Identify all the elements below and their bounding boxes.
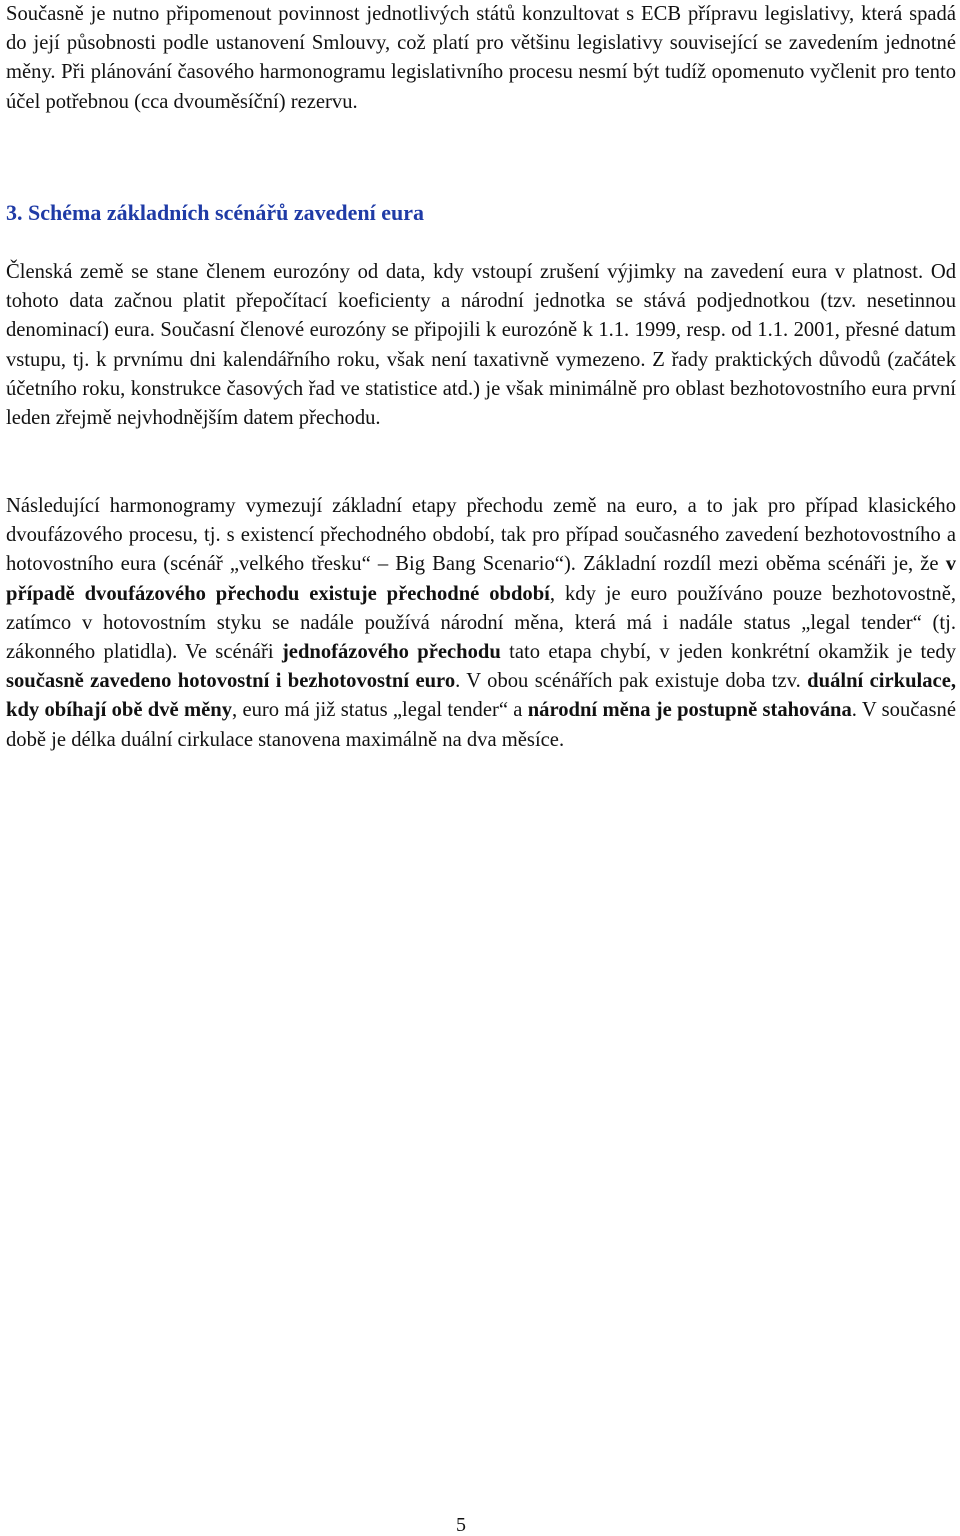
text-run: , euro má již status „legal tender“ a <box>232 699 528 722</box>
bold-text-run: národní měna je postupně stahována <box>527 699 852 722</box>
text-run: , kdy je euro používáno pouze bezhotovostně, zatímco v hotovostním styku se nadále používá národní měna, která má i nadále status „legal tender“ (tj. zákonného platidla). Ve scénáři <box>6 582 956 664</box>
membership-paragraph: Členská země se stane členem eurozóny od data, kdy vstoupí zrušení výjimky na zavedení eura v platnost. Od tohoto data začnou platit přepočítací koeficienty a národní jednotka se stává podjednotkou (tzv. nesetinnou denominací) eura. Současní členové eurozóny se připojili k eurozóně k 1.1. 1999, resp. od 1.1. 2001, přesné datum vstupu, tj. k prvnímu dni kalendářního roku, však není taxativně vymezeno. Z řady praktických důvodů (začátek účetního roku, konstrukce časových řad ve statistice atd.) je však minimálně pro oblast bezhotovostního eura první leden zřejmě nejvhodnějším datem přechodu. <box>6 261 956 430</box>
text-run: . V současné době je délka duální cirkulace stanovena maximálně na dva měsíce. <box>6 699 956 751</box>
intro-paragraph: Současně je nutno připomenout povinnost jednotlivých států konzultovat s ECB přípravu legislativy, která spadá do její působnosti podle ustanovení Smlouvy, což platí pro většinu legislativy související se zavedením jednotné měny. Při plánování časového harmonogramu legislativního procesu nesmí být tudíž opomenuto vyčlenit pro tento účel potřebnou (cca dvouměsíční) rezervu. <box>6 3 956 113</box>
bold-text-run: duální cirkulace, kdy obíhají obě dvě měny <box>6 670 956 722</box>
bold-text-run: jednofázového přechodu <box>281 641 501 664</box>
section-heading: 3. Schéma základních scénářů zavedení eura <box>6 200 424 225</box>
bold-text-run: současně zavedeno hotovostní i bezhotovostní euro <box>6 670 456 693</box>
page-number: 5 <box>456 1514 466 1536</box>
schedule-paragraph <box>6 492 956 755</box>
text-run: Následující harmonogramy vymezují základní etapy přechodu země na euro, a to jak pro případ klasického dvoufázového procesu, tj. s existencí přechodného období, tak pro případ současného zavedení bezhotovostního a hotovostního eura (scénář „velkého třesku“ – Big Bang Scenario“). Základní rozdíl mezi oběma scénáři je, že <box>6 495 956 576</box>
bold-text-run: v případě dvoufázového přechodu existuje přechodné období <box>6 553 956 605</box>
document-page <box>6 0 957 751</box>
text-run: . V obou scénářích pak existuje doba tzv. <box>455 670 808 693</box>
text-run: tato etapa chybí, v jeden konkrétní okamžik je tedy <box>500 641 957 664</box>
